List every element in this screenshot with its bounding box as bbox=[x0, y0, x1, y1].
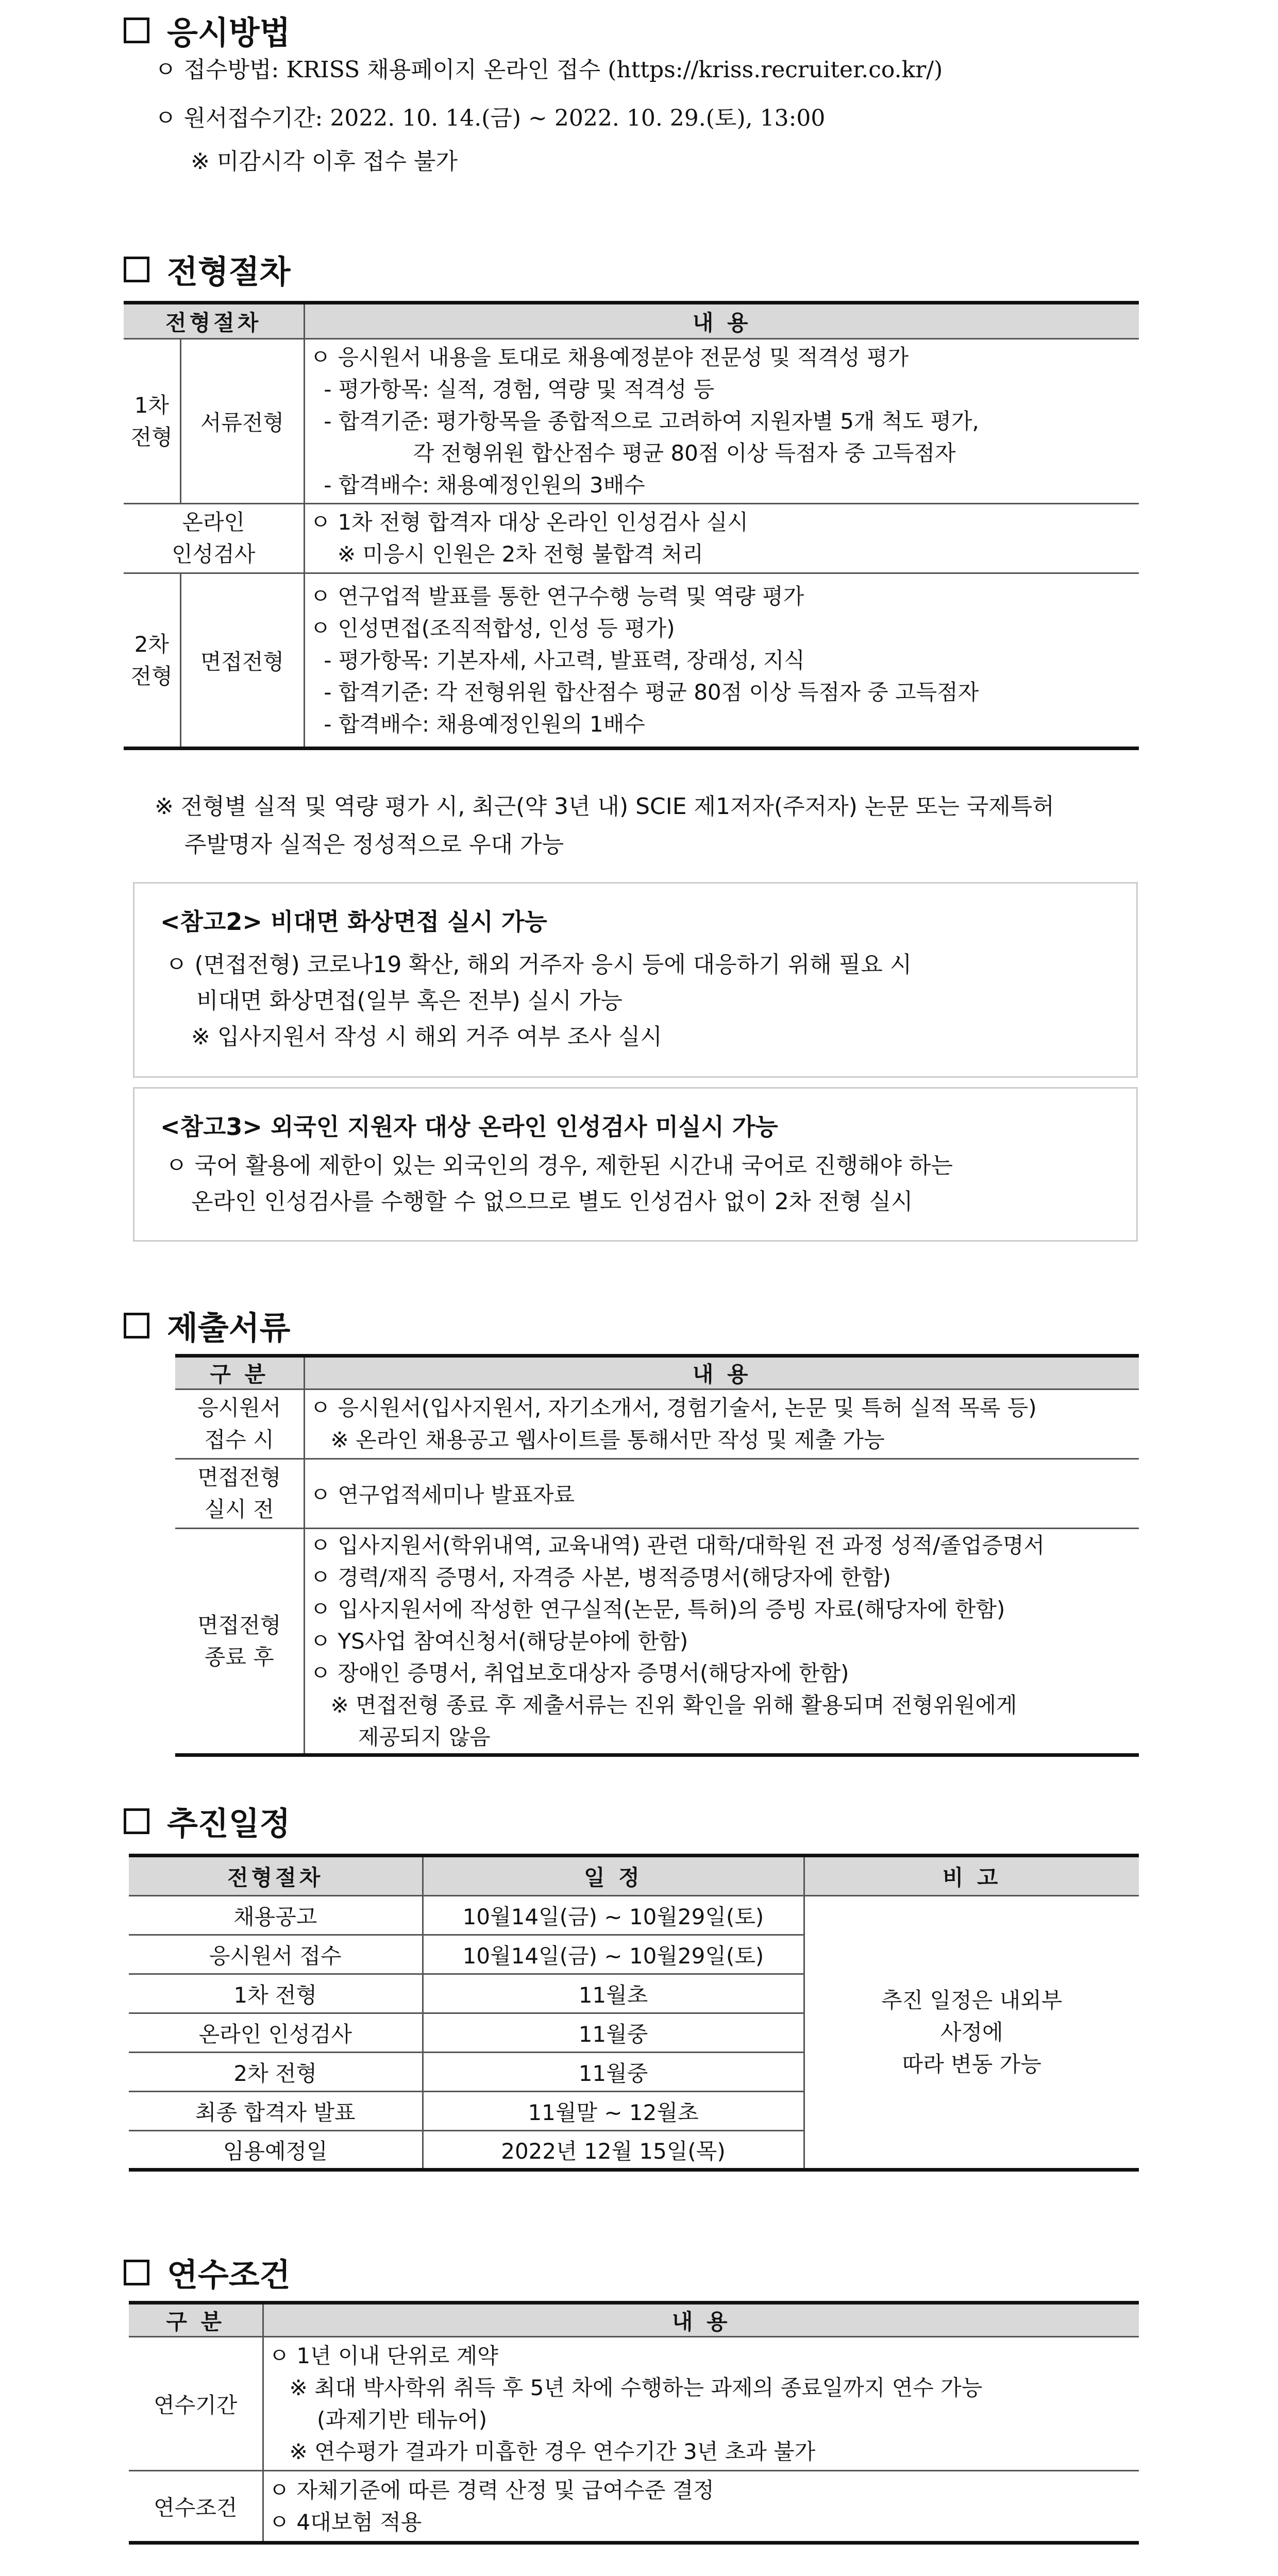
schedule-stage: 응시원서 접수 bbox=[129, 1935, 423, 1974]
reference-box-2-title: <참고2> 비대면 화상면접 실시 가능 bbox=[160, 908, 547, 936]
doc-row-application: 응시원서 접수 시 bbox=[175, 1389, 304, 1459]
training-period-label: 연수기간 bbox=[129, 2337, 263, 2471]
reference-box-3 bbox=[133, 1087, 1138, 1242]
documents-header-content: 내 용 bbox=[304, 1356, 1139, 1389]
section-title-application: 응시방법 bbox=[124, 7, 291, 53]
checkbox-square-icon bbox=[124, 257, 149, 282]
schedule-date: 10월14일(금) ~ 10월29일(토) bbox=[423, 1896, 804, 1935]
procedure-note-2: 주발명자 실적은 정성적으로 우대 가능 bbox=[184, 832, 564, 858]
schedule-stage: 임용예정일 bbox=[129, 2131, 423, 2170]
reference-box-3-title: <참고3> 외국인 지원자 대상 온라인 인성검사 미실시 가능 bbox=[160, 1113, 778, 1141]
application-method: ㅇ 접수방법: KRISS 채용페이지 온라인 접수 (https://kriss.recruiter.co.kr/) bbox=[155, 57, 943, 83]
schedule-header-stage: 전형절차 bbox=[129, 1856, 423, 1896]
procedure-note-1: ※ 전형별 실적 및 역량 평가 시, 최근(약 3년 내) SCIE 제1저자(주저자) 논문 또는 국제특허 bbox=[155, 793, 1054, 820]
doc-row-after-interview-content: ㅇ 입사지원서(학위내역, 교육내역) 관련 대학/대학원 전 과정 성적/졸업증명서 ㅇ 경력/재직 증명서, 자격증 사본, 병적증명서(해당자에 한함) ㅇ 입사지원서에 작성한 연구실적(논문, 특허)의 증빙 자료(해당자에 한함) ㅇ YS사업 참여신청서(해당분야에 한함) ㅇ 장애인 증명서, 취업보호대상자 증명서(해당자에 한함) ※ 면접전형 종료 후 제출서류는 진위 확인을 위해 활용되며 전형위원에게 제공되지 않음 bbox=[304, 1529, 1139, 1755]
schedule-stage: 1차 전형 bbox=[129, 1974, 423, 2013]
schedule-stage: 2차 전형 bbox=[129, 2053, 423, 2092]
stage-2: 2차 전형 bbox=[124, 573, 180, 749]
schedule-stage: 최종 합격자 발표 bbox=[129, 2092, 423, 2131]
schedule-date: 11월초 bbox=[423, 1974, 804, 2013]
schedule-header-date: 일 정 bbox=[423, 1856, 804, 1896]
training-condition-content: ㅇ 자체기준에 따른 경력 산정 및 급여수준 결정 ㅇ 4대보험 적용 bbox=[263, 2471, 1139, 2543]
schedule-table bbox=[129, 1854, 1139, 2172]
section-title-documents: 제출서류 bbox=[124, 1302, 291, 1348]
schedule-date: 2022년 12월 15일(목) bbox=[423, 2131, 804, 2170]
procedure-table bbox=[124, 301, 1139, 750]
training-header-category: 구 분 bbox=[129, 2303, 263, 2337]
section-title-training: 연수조건 bbox=[124, 2249, 291, 2295]
doc-row-before-interview-content: ㅇ 연구업적세미나 발표자료 bbox=[304, 1459, 1139, 1529]
checkbox-square-icon bbox=[124, 2260, 149, 2285]
schedule-date: 11월말 ~ 12월초 bbox=[423, 2092, 804, 2131]
section-title-procedure: 전형절차 bbox=[124, 246, 291, 292]
reference-box-3-line: ㅇ 국어 활용에 제한이 있는 외국인의 경우, 제한된 시간내 국어로 진행해야 하는 bbox=[165, 1153, 953, 1179]
schedule-date: 10월14일(금) ~ 10월29일(토) bbox=[423, 1935, 804, 1974]
stage-1-content: ㅇ 응시원서 내용을 토대로 채용예정분야 전문성 및 적격성 평가 - 평가항목: 실적, 경험, 역량 및 적격성 등 - 합격기준: 평가항목을 종합적으로 고려하여 지원자별 5개 척도 평가, 각 전형위원 합산점수 평균 80점 이상 득점자 중 고득점자 - 합격배수: 채용예정인원의 3배수 bbox=[304, 339, 1139, 504]
schedule-date: 11월중 bbox=[423, 2013, 804, 2053]
doc-row-before-interview: 면접전형 실시 전 bbox=[175, 1459, 304, 1529]
training-header-content: 내 용 bbox=[263, 2303, 1139, 2337]
doc-row-after-interview: 면접전형 종료 후 bbox=[175, 1529, 304, 1755]
deadline-note: ※ 미감시각 이후 접수 불가 bbox=[191, 148, 458, 175]
reference-box-2 bbox=[133, 882, 1138, 1078]
schedule-stage: 채용공고 bbox=[129, 1896, 423, 1935]
reference-box-2-line: 비대면 화상면접(일부 혹은 전부) 실시 가능 bbox=[196, 988, 623, 1014]
reference-box-2-line: ㅇ (면접전형) 코로나19 확산, 해외 거주자 응시 등에 대응하기 위해 필요 시 bbox=[165, 952, 912, 978]
checkbox-square-icon bbox=[124, 1313, 149, 1338]
training-period-content: ㅇ 1년 이내 단위로 계약 ※ 최대 박사학위 취득 후 5년 차에 수행하는 과제의 종료일까지 연수 가능 (과제기반 테뉴어) ※ 연수평가 결과가 미흡한 경우 연수기간 3년 초과 불가 bbox=[263, 2337, 1139, 2471]
section-title-schedule: 추진일정 bbox=[124, 1798, 291, 1844]
checkbox-square-icon bbox=[124, 1808, 149, 1834]
documents-table bbox=[175, 1354, 1139, 1757]
stage-online-content: ㅇ 1차 전형 합격자 대상 온라인 인성검사 실시 ※ 미응시 인원은 2차 전형 불합격 처리 bbox=[304, 504, 1139, 573]
training-table bbox=[129, 2301, 1139, 2545]
stage-online-test: 온라인 인성검사 bbox=[124, 504, 304, 573]
schedule-note: 추진 일정은 내외부 사정에 따라 변동 가능 bbox=[804, 1896, 1139, 2170]
stage-1-document: 서류전형 bbox=[180, 339, 304, 504]
schedule-date: 11월중 bbox=[423, 2053, 804, 2092]
training-condition-label: 연수조건 bbox=[129, 2471, 263, 2543]
checkbox-square-icon bbox=[124, 18, 149, 43]
stage-2-interview: 면접전형 bbox=[180, 573, 304, 749]
stage-2-content: ㅇ 연구업적 발표를 통한 연구수행 능력 및 역량 평가 ㅇ 인성면접(조직적합성, 인성 등 평가) - 평가항목: 기본자세, 사고력, 발표력, 장래성, 지식 - 합격기준: 각 전형위원 합산점수 평균 80점 이상 득점자 중 고득점자 - 합격배수: 채용예정인원의 1배수 bbox=[304, 573, 1139, 749]
procedure-header-stage: 전형절차 bbox=[124, 303, 304, 339]
reference-box-3-line: 온라인 인성검사를 수행할 수 없으므로 별도 인성검사 없이 2차 전형 실시 bbox=[191, 1189, 913, 1215]
procedure-header-content: 내 용 bbox=[304, 303, 1139, 339]
doc-row-application-content: ㅇ 응시원서(입사지원서, 자기소개서, 경험기술서, 논문 및 특허 실적 목록 등) ※ 온라인 채용공고 웹사이트를 통해서만 작성 및 제출 가능 bbox=[304, 1389, 1139, 1459]
application-period: ㅇ 원서접수기간: 2022. 10. 14.(금) ~ 2022. 10. 29.(토), 13:00 bbox=[155, 105, 826, 131]
schedule-header-note: 비 고 bbox=[804, 1856, 1139, 1896]
schedule-stage: 온라인 인성검사 bbox=[129, 2013, 423, 2053]
reference-box-2-line: ※ 입사지원서 작성 시 해외 거주 여부 조사 실시 bbox=[191, 1024, 662, 1050]
documents-header-category: 구 분 bbox=[175, 1356, 304, 1389]
stage-1: 1차 전형 bbox=[124, 339, 180, 504]
